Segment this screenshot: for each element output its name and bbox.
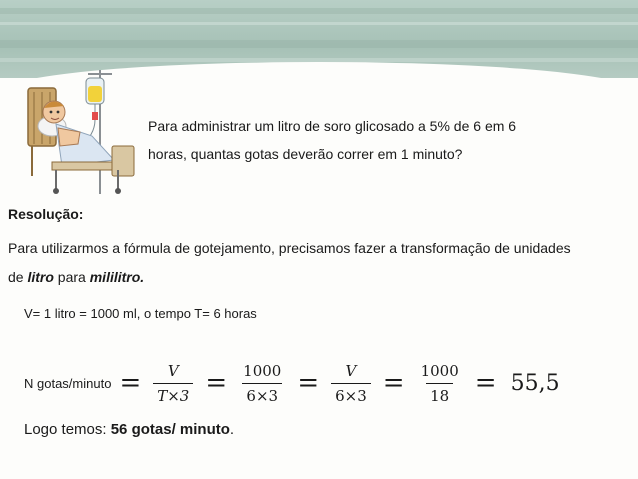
- fraction-numerator: V: [345, 361, 357, 380]
- drip-formula: [24, 352, 624, 414]
- resolution-heading: Resolução:: [8, 206, 84, 222]
- header-stripe: [0, 40, 638, 48]
- equals-sign: =: [205, 368, 228, 398]
- patient-iv-illustration: [22, 66, 140, 196]
- conclusion-suffix: .: [229, 421, 235, 438]
- conclusion-answer: 56 gotas/ minuto: [110, 421, 230, 438]
- formula-lhs: N gotas/minuto: [24, 375, 112, 391]
- header-stripe: [0, 8, 638, 14]
- question-text: [148, 112, 596, 168]
- fraction-1: [153, 362, 193, 405]
- emphasis-mililitro: mililitro.: [89, 269, 145, 285]
- fraction-denominator: 18: [426, 383, 453, 405]
- resolution-text-2: para: [53, 269, 90, 285]
- conclusion-prefix: Logo temos:: [24, 421, 111, 438]
- fraction-denominator: T×3: [153, 383, 193, 405]
- header-stripe: [0, 22, 638, 25]
- emphasis-litro: litro: [27, 269, 54, 285]
- formula-result: 55,5: [510, 370, 560, 396]
- fraction-2: [239, 362, 285, 405]
- fraction-numerator: 1000: [420, 361, 459, 380]
- fraction-denominator: 6×3: [331, 383, 371, 405]
- equals-sign: =: [297, 368, 320, 398]
- question-line-2: horas, quantas gotas deverão correr em 1 minuto?: [148, 146, 463, 162]
- equals-sign: =: [474, 368, 497, 398]
- fraction-numerator: 1000: [243, 361, 282, 380]
- resolution-paragraph: [8, 234, 588, 292]
- resolution-text-1: Para utilizarmos a fórmula de gotejamento, precisamos fazer a transformação de unidades de: [8, 240, 571, 285]
- fraction-3: [331, 362, 371, 405]
- header-stripe: [0, 58, 638, 62]
- fraction-numerator: V: [167, 361, 179, 380]
- given-values: V= 1 litro = 1000 ml, o tempo T= 6 horas: [24, 306, 257, 321]
- equals-sign: =: [119, 368, 142, 398]
- conclusion: [24, 421, 234, 438]
- question-line-1: Para administrar um litro de soro glicosado a 5% de 6 em 6: [148, 118, 517, 134]
- fraction-denominator: 6×3: [242, 383, 282, 405]
- equals-sign: =: [382, 368, 405, 398]
- fraction-4: [417, 362, 463, 405]
